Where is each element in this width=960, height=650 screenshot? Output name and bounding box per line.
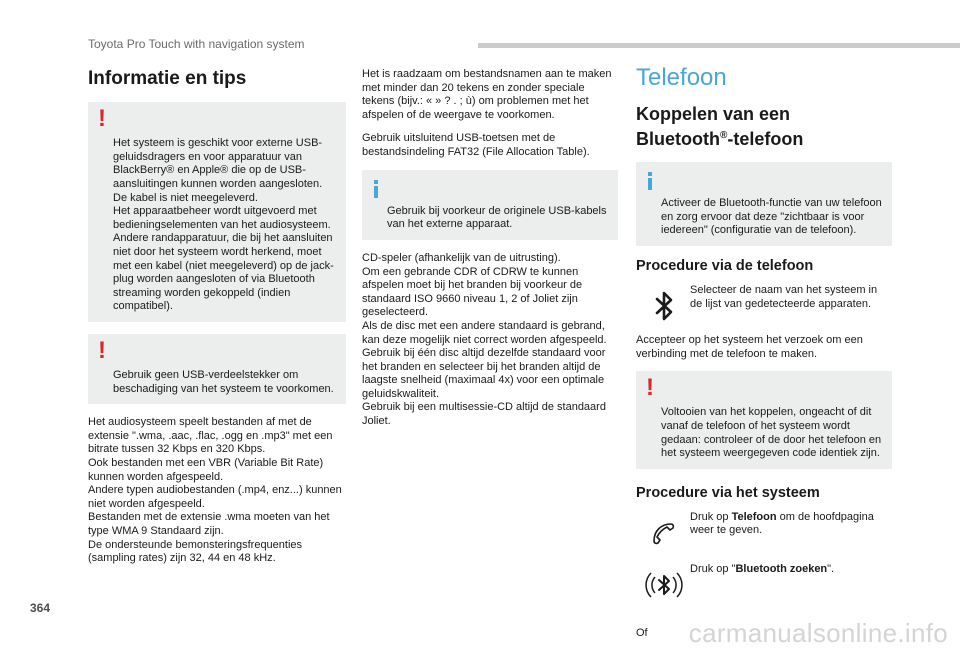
watermark: carmanualsonline.info (688, 618, 948, 648)
paragraph: Het audiosysteem speelt bestanden af met de extensie ".wma, .aac, .flac, .ogg en .mp3" met een bitrate tussen 32 Kbps en 320 Kbps. Ook bestanden met een VBR (Variable Bit Rate) kunnen worden afgespeeld. Andere typen audiobestanden (.mp4, enz...) kunnen niet worden afgespeeld. Bestanden met de extensie .wma moeten van het type WMA 9 Standaard zijn. De ondersteunde bemonsteringsfrequenties (sampling rates) zijn 32, 44 en 48 kHz. (88, 416, 342, 565)
info-box (362, 170, 618, 240)
info-icon (644, 172, 656, 190)
step-text: Druk op "Bluetooth zoeken". (690, 562, 835, 575)
warning-box (636, 371, 892, 469)
info-text: Gebruik bij voorkeur de originele USB-kabels van het externe apparaat. (387, 204, 607, 231)
procedure-title: Procedure via de telefoon (636, 257, 814, 274)
paragraph: Accepteer op het systeem het verzoek om een verbinding met de telefoon te maken. (636, 333, 863, 360)
running-header: Toyota Pro Touch with navigation system (88, 37, 305, 51)
warning-box (88, 102, 346, 322)
bluetooth-search-icon (644, 565, 684, 605)
warning-icon: ! (98, 105, 106, 132)
bluetooth-icon (644, 286, 684, 326)
paragraph: Het is raadzaam om bestandsnamen aan te maken met minder dan 20 tekens en zonder speciale tekens (bijv.: « » ? . ; ù) om problemen met het afspelen of de weergave te voorkomen. (362, 68, 612, 121)
warning-icon: ! (98, 336, 106, 364)
column-3 (636, 64, 892, 650)
subsection-title: Koppelen van een Bluetooth®-telefoon (636, 104, 804, 149)
column-1 (88, 68, 346, 576)
warning-text: Het systeem is geschikt voor externe USB-geluidsdragers en voor apparatuur van BlackBerry® en Apple® die op de USB-aansluitingen kunnen worden aangesloten. De kabel is niet meegeleverd. Het apparaatbeheer wordt uitgevoerd met bedieningselementen van het audiosysteem. Andere randapparatuur, die bij het aansluiten niet door het systeem wordt herkend, moet met een kabel (niet meegeleverd) op de jack-plug worden aangesloten of via Bluetooth streaming worden gekoppeld (indien compatibel). (113, 137, 334, 313)
procedure-title: Procedure via het systeem (636, 484, 820, 501)
step (636, 563, 892, 609)
paragraph: CD-speler (afhankelijk van de uitrusting). Om een gebrande CDR of CDRW te kunnen afspelen moet bij het branden bij voorkeur de standaard ISO 9660 niveau 1, 2 of Joliet zijn geselecteerd. Als de disc met een andere standaard is gebrand, kan deze mogelijk niet correct worden afgespeeld. Gebruik bij één disc altijd dezelfde standaard voor het branden en selecteer bij het branden altijd de laagste snelheid (maximaal 4x) voor een optimale geluidskwaliteit. Gebruik bij een multisessie-CD altijd de standaard Joliet. (362, 251, 607, 428)
phone-icon (644, 513, 684, 553)
step (636, 511, 892, 549)
header-bar (478, 43, 960, 48)
warning-icon: ! (646, 374, 654, 402)
warning-box (88, 334, 346, 404)
page-number: 364 (30, 601, 51, 615)
step (636, 284, 892, 322)
info-box (636, 162, 892, 246)
step-text: Druk op Telefoon om de hoofdpagina weer te geven. (690, 510, 874, 537)
paragraph: Of (636, 626, 648, 639)
info-icon (370, 180, 382, 198)
chapter-title: Telefoon (636, 64, 727, 91)
warning-text: Gebruik geen USB-verdeelstekker om beschadiging van het systeem te voorkomen. (113, 369, 334, 395)
column-2 (362, 68, 618, 439)
info-text: Activeer de Bluetooth-functie van uw telefoon en zorg ervoor dat deze "zichtbaar is voor iedereen" (configuratie van de telefoon). (661, 197, 882, 237)
paragraph: Gebruik uitsluitend USB-toetsen met de bestandsindeling FAT32 (File Allocation Table). (362, 132, 590, 158)
step-text: Selecteer de naam van het systeem in de lijst van gedetecteerde apparaten. (690, 283, 878, 310)
warning-text: Voltooien van het koppelen, ongeacht of dit vanaf de telefoon of het systeem wordt gedaan: controleer of de door het telefoon en het systeem weergegeven code identiek zijn. (661, 406, 882, 460)
section-title: Informatie en tips (88, 68, 247, 89)
